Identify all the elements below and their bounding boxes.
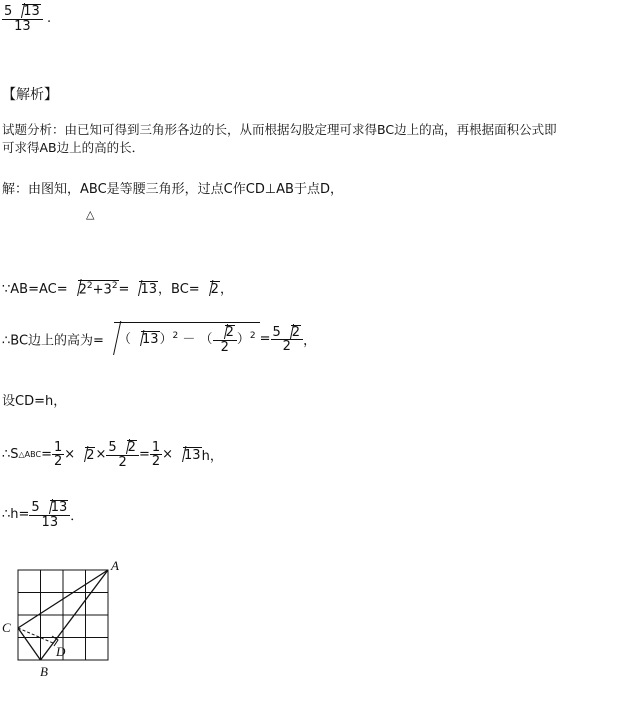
step2-num-sqrt: 2 [225, 325, 234, 340]
step2-res-num: 5 [272, 324, 281, 340]
step-2 [2, 322, 316, 356]
sqrt-symbol [131, 331, 160, 347]
step1-plus: + [92, 282, 104, 297]
label-b: B [40, 664, 48, 679]
step2-close2: ） [236, 332, 250, 348]
sqrt-symbol [281, 325, 301, 340]
step5-end: ． [70, 509, 84, 525]
step-5 [2, 500, 83, 529]
step5-den: 13 [41, 514, 59, 530]
analysis-line-1: 试题分析：由已知可得到三角形各边的长，从而根据勾股定理可求得BC边上的高，再根据面积公式即 [2, 122, 557, 137]
label-a: A [111, 558, 119, 573]
step1-bc: ，BC= [158, 282, 200, 297]
step1-b: 3 [103, 282, 112, 297]
answer-fraction [2, 4, 43, 33]
step4-prefix: ∴S [2, 447, 19, 463]
step2-res-sqrt: 2 [291, 324, 301, 340]
sqrt-symbol [75, 447, 95, 463]
step-1 [2, 278, 233, 297]
sqrt-symbol [40, 500, 69, 515]
step4-f-num: 5 [108, 440, 117, 455]
step4-sub: △ABC [18, 450, 42, 460]
step1-a: 2 [78, 282, 87, 297]
sqrt-symbol [200, 281, 220, 297]
solution-intro: 解：由图知，ABC是等腰三角形，过点C作CD⊥AB于点D， [2, 182, 343, 197]
step-4 [2, 440, 223, 469]
step2-open2: （ [199, 332, 213, 348]
step2-sqrt13: 13 [141, 332, 159, 348]
step2-exp1: 2 [172, 330, 179, 341]
step2-result-fraction [271, 325, 304, 354]
step1-prefix: ∵AB=AC= [2, 282, 68, 297]
sqrt-symbol [12, 4, 41, 19]
step1-exp-a: 2 [86, 280, 93, 291]
sqrt-symbol [117, 440, 137, 455]
step4-h: h， [201, 449, 223, 465]
step4-half-num: 1 [54, 439, 63, 455]
step4-sqrt2: 2 [86, 447, 95, 463]
step1-sqrt13: 13 [140, 282, 157, 297]
step2-minus: － [182, 332, 196, 348]
section-title: 【解析】 [2, 87, 58, 103]
step5-prefix: ∴h= [2, 507, 30, 523]
step4-fraction [106, 440, 139, 469]
answer-suffix: . [46, 11, 52, 27]
sqrt-symbol [68, 280, 119, 297]
answer-denominator: 13 [14, 18, 31, 34]
label-c: C [2, 620, 11, 635]
answer-radicand: 13 [23, 4, 40, 19]
step2-open1: （ [117, 332, 131, 348]
step2-inner-fraction [213, 325, 237, 354]
step2-end: ， [303, 333, 317, 349]
step1-exp-b: 2 [111, 280, 118, 291]
step4-times2: × [95, 447, 107, 463]
analysis-line-2: 可求得AB边上的高的长． [2, 140, 145, 155]
step4-half2-den: 2 [151, 454, 161, 470]
triangle-symbol: △ [86, 208, 95, 221]
geometry-figure [0, 556, 140, 686]
sqrt-symbol [215, 325, 235, 340]
step4-f-den: 2 [118, 454, 127, 470]
step4-times3: × [162, 447, 174, 463]
sqrt-symbol [129, 281, 158, 297]
sqrt-symbol [173, 447, 202, 463]
step5-num: 5 [31, 500, 40, 515]
step1-eq: = [118, 282, 130, 297]
label-d: D [56, 644, 66, 659]
answer-numerator: 5 [4, 4, 13, 19]
step2-exp2: 2 [249, 330, 256, 341]
step1-sqrt2: 2 [210, 282, 219, 297]
step4-times1: × [64, 447, 76, 463]
step2-den: 2 [220, 339, 229, 355]
step1-end: ， [219, 282, 233, 297]
step2-eq: = [259, 331, 271, 347]
step4-eq2: = [138, 447, 150, 463]
step5-radicand: 13 [50, 500, 68, 515]
step-3: 设CD=h， [2, 394, 67, 409]
step2-close1: ） [159, 332, 173, 348]
answer-block [2, 4, 51, 33]
step4-f-sqrt: 2 [127, 440, 136, 455]
step4-half [52, 441, 64, 469]
step2-prefix: ∴BC边上的高为= [2, 333, 104, 349]
step5-fraction [29, 500, 70, 529]
step4-sqrt13: 13 [184, 447, 201, 463]
step2-res-den: 2 [282, 339, 291, 355]
step4-eq: = [41, 447, 52, 463]
step4-half2 [150, 441, 162, 469]
step4-half2-num: 1 [151, 439, 161, 455]
sqrt-symbol [104, 322, 260, 356]
step4-half-den: 2 [54, 454, 63, 470]
